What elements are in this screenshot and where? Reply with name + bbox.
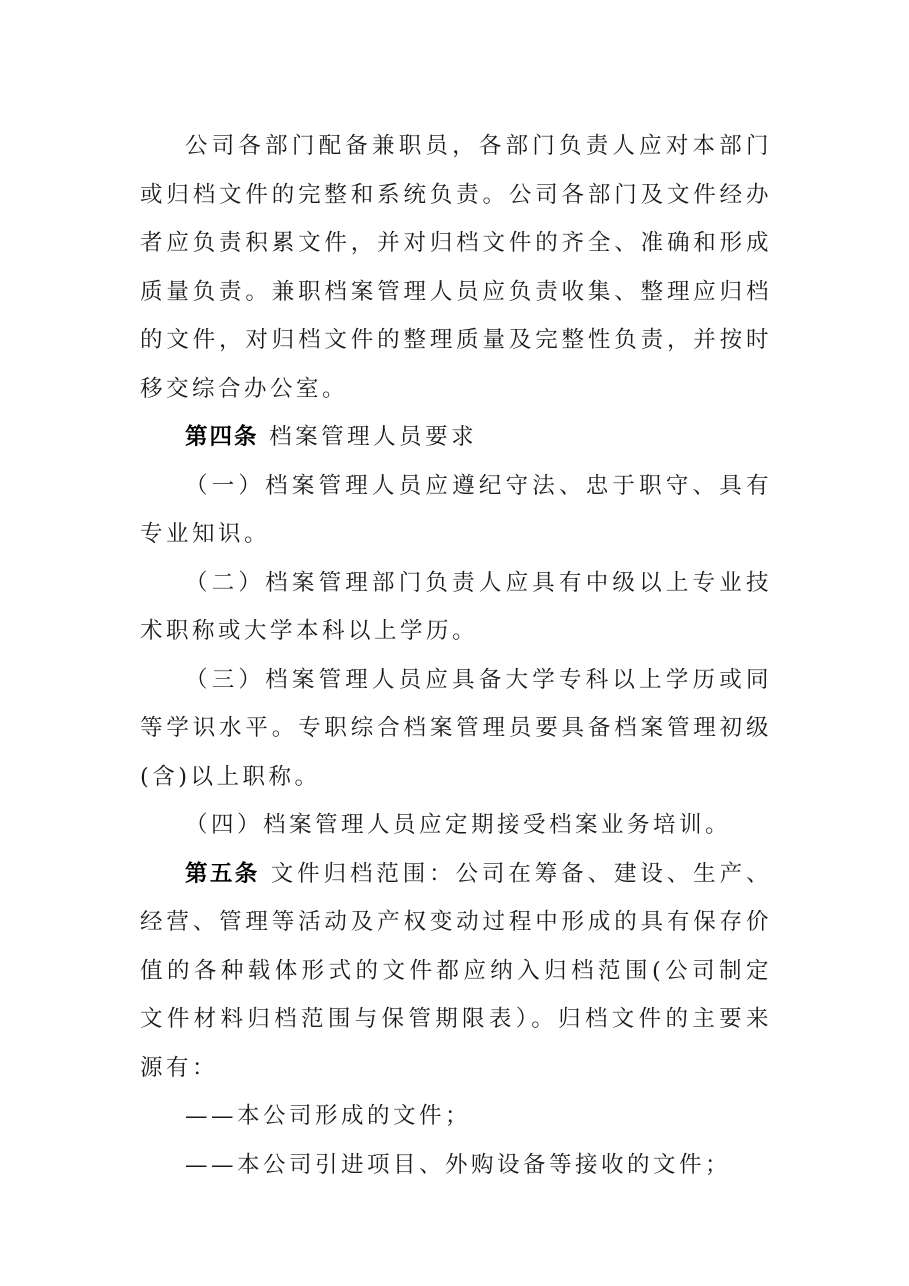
source-item-2: ——本公司引进项目、外购设备等接收的文件；: [185, 1151, 732, 1178]
paragraph-department-responsibility: 公司各部门配备兼职员，各部门负责人应对本部门或归档文件的完整和系统负责。公司各部门及文件经办者应负责积累文件，并对归档文件的齐全、准确和形成质量负责。兼职档案管理人员应负责收集、整理应归档的文件，对归档文件的整理质量及完整性负责，并按时移交综合办公室。: [140, 133, 772, 402]
article-4-item-4: （四）档案管理人员应定期接受档案业务培训。: [185, 812, 732, 838]
article-4-item-3: （三）档案管理人员应具备大学专科以上学历或同等学识水平。专职综合档案管理员要具备档案管理初级(含)以上职称。: [140, 666, 772, 790]
article-4-title: 档案管理人员要求: [269, 424, 478, 450]
article-4-heading: [140, 413, 772, 462]
article-5-text: 文件归档范围：公司在筹备、建设、生产、经营、管理等活动及产权变动过程中形成的具有保存价值的各种载体形式的文件都应纳入归档范围(公司制定文件材料归档范围与保管期限表）。归档文件的主要来源有：: [140, 860, 772, 1081]
source-item-1: ——本公司形成的文件；: [185, 1103, 472, 1129]
article-4-item-2: （二）档案管理部门负责人应具有中级以上专业技术职称或大学本科以上学历。: [140, 569, 772, 644]
article-5-paragraph: [140, 850, 772, 1093]
article-4-item-1: （一）档案管理人员应遵纪守法、忠于职守、具有专业知识。: [140, 472, 772, 547]
article-4-label: 第四条: [185, 424, 259, 450]
article-5-label: 第五条: [185, 860, 260, 887]
document-body: [140, 122, 772, 1189]
